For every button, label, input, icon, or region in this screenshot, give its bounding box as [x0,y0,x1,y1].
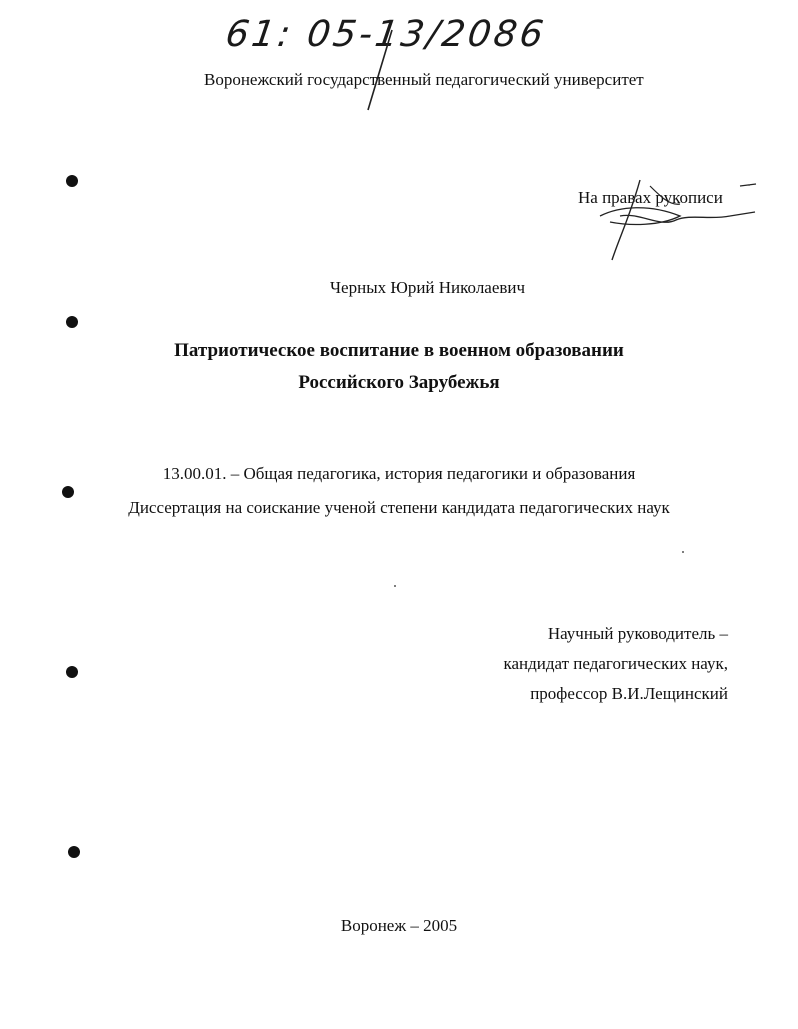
university-name: Воронежский государственный педагогический университет [204,70,644,89]
supervisor-label: Научный руководитель – [547,624,728,643]
dissertation-title-line-2: Российского Зарубежья [298,372,500,393]
scan-speck [748,184,750,186]
handwritten-archive-number: 61: 05-13/2086 [223,14,549,55]
scan-speck [394,585,396,587]
dissertation-type: Диссертация на соискание ученой степени кандидата педагогических наук [128,498,670,517]
signature-mark [580,176,760,266]
manuscript-rights-label: На правах рукописи [578,188,723,207]
binding-hole [66,316,78,328]
specialty-code: 13.00.01. – Общая педагогика, история педагогики и образования [162,464,636,483]
dissertation-title-line-1: Патриотическое воспитание в военном образовании [174,340,624,361]
author-name: Черных Юрий Николаевич [330,278,526,297]
supervisor-degree: кандидат педагогических наук, [503,654,728,673]
supervisor-name: профессор В.И.Лещинский [530,684,728,703]
binding-hole [66,666,78,678]
binding-hole [62,486,74,498]
binding-hole [68,846,80,858]
scan-speck [682,551,684,553]
binding-hole [66,175,78,187]
city-year: Воронеж – 2005 [340,916,458,935]
